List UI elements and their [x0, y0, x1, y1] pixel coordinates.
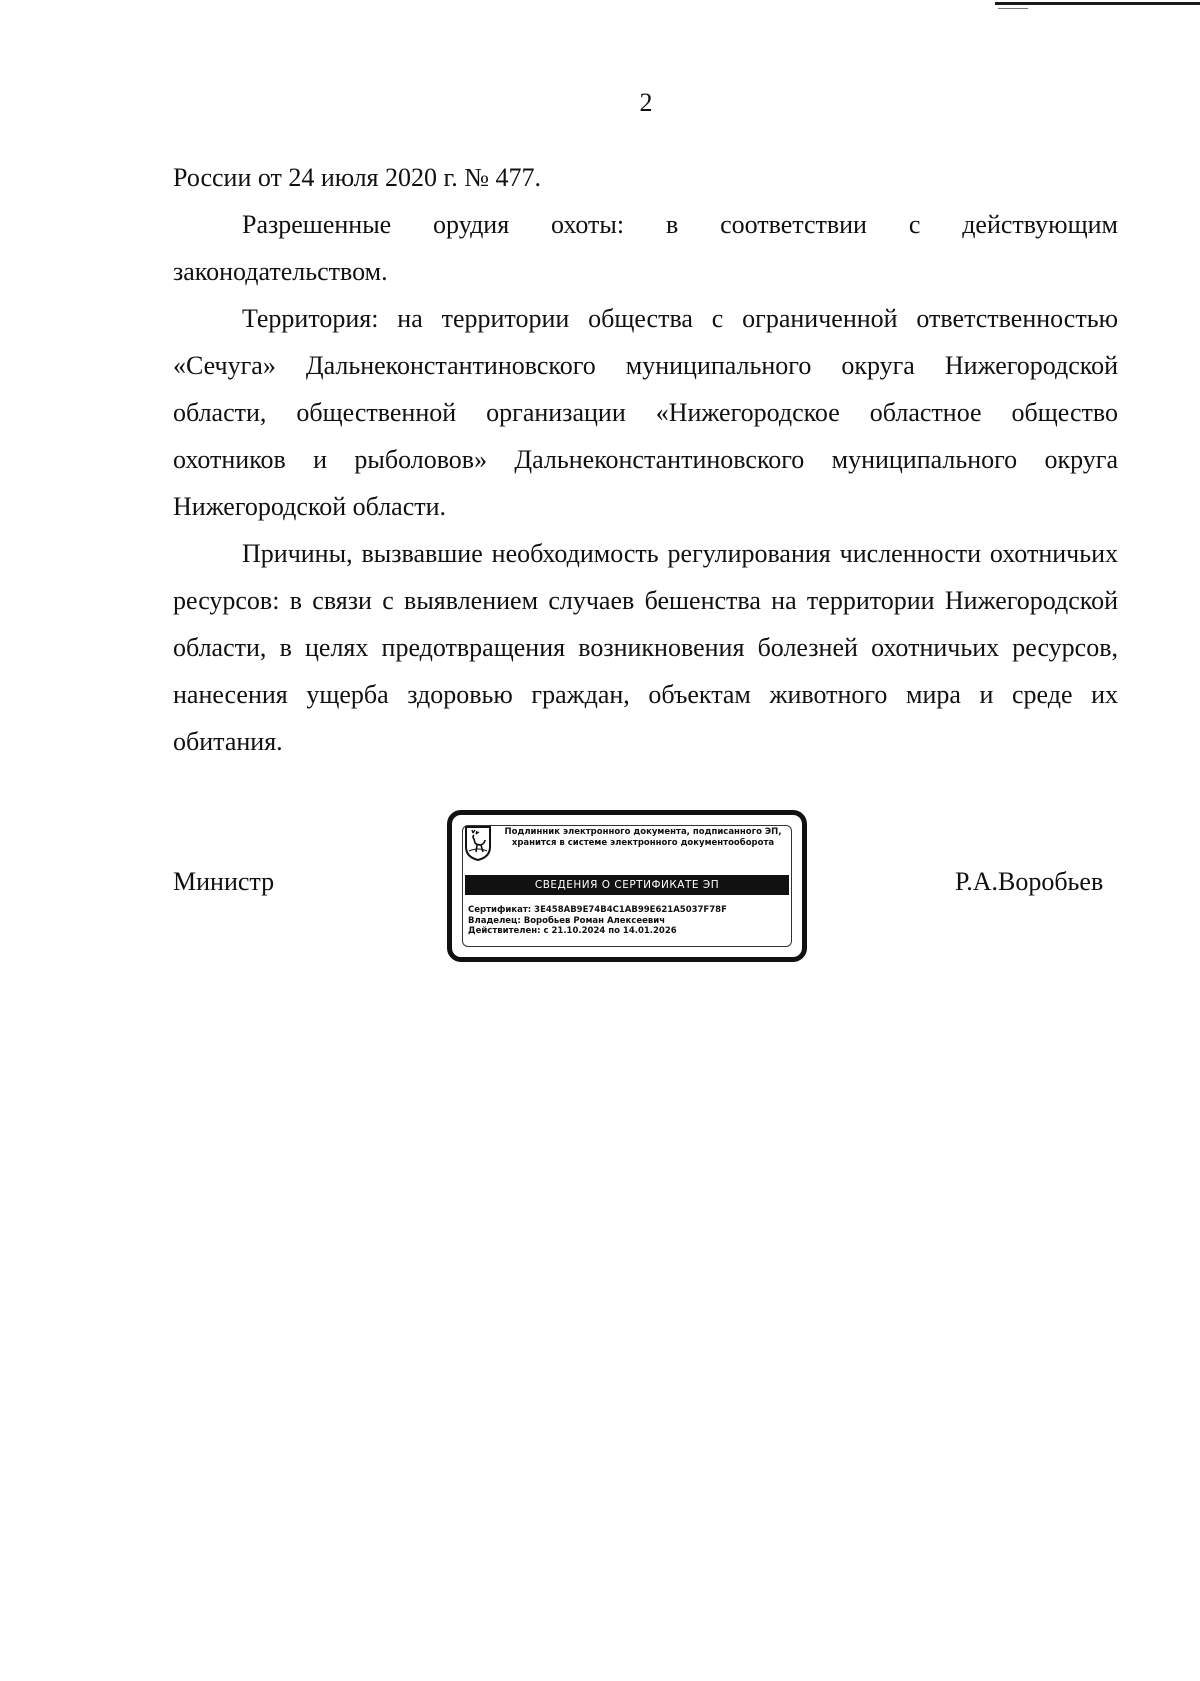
- nizhny-novgorod-deer-emblem-icon: [464, 825, 492, 861]
- top-edge-rule-thin: [998, 8, 1028, 9]
- signer-name: Р.А.Воробьев: [955, 867, 1104, 896]
- top-edge-rule: [995, 2, 1200, 5]
- signer-position: Министр: [173, 867, 275, 896]
- stamp-notice-text: [498, 827, 788, 849]
- electronic-signature-stamp: [447, 810, 807, 962]
- stamp-notice-line: хранится в системе электронного документооборота: [511, 838, 775, 848]
- stamp-certificate-validity: Действителен: с 21.10.2024 по 14.01.2026: [468, 926, 677, 936]
- stamp-certificate-owner: Владелец: Воробьев Роман Алексеевич: [468, 915, 666, 926]
- paragraph-reasons: Причины, вызвавшие необходимость регулирования численности охотничьих ресурсов: в связи с выявлением случаев бешенства на территории Нижегородской области, в целях предотвращения возникновения болезней охотничьих ресурсов, нанесения ущерба здоровью граждан, объектам животного мира и среде их обитания.: [173, 539, 1118, 756]
- stamp-certificate-number: Сертификат: 3E458AB9E74B4C1AB99E621A5037F78F: [468, 905, 727, 915]
- paragraph-hunting-tools: Разрешенные орудия охоты: в соответствии с действующим законодательством.: [173, 210, 1118, 286]
- page-number: 2: [639, 88, 653, 117]
- paragraph-continuation: России от 24 июля 2020 г. № 477.: [173, 163, 542, 192]
- document-body: [173, 154, 1118, 765]
- stamp-certificate-details: [468, 905, 788, 937]
- stamp-certificate-heading: СВЕДЕНИЯ О СЕРТИФИКАТЕ ЭП: [465, 875, 789, 895]
- stamp-notice-line: Подлинник электронного документа, подписанного ЭП,: [504, 827, 782, 837]
- paragraph-territory: Территория: на территории общества с ограниченной ответственностью «Сечуга» Дальнеконстантиновского муниципального округа Нижегородской области, общественной организации «Нижегородское областное общество охотников и рыболовов» Дальнеконстантиновского муниципального округа Нижегородской области.: [173, 304, 1118, 521]
